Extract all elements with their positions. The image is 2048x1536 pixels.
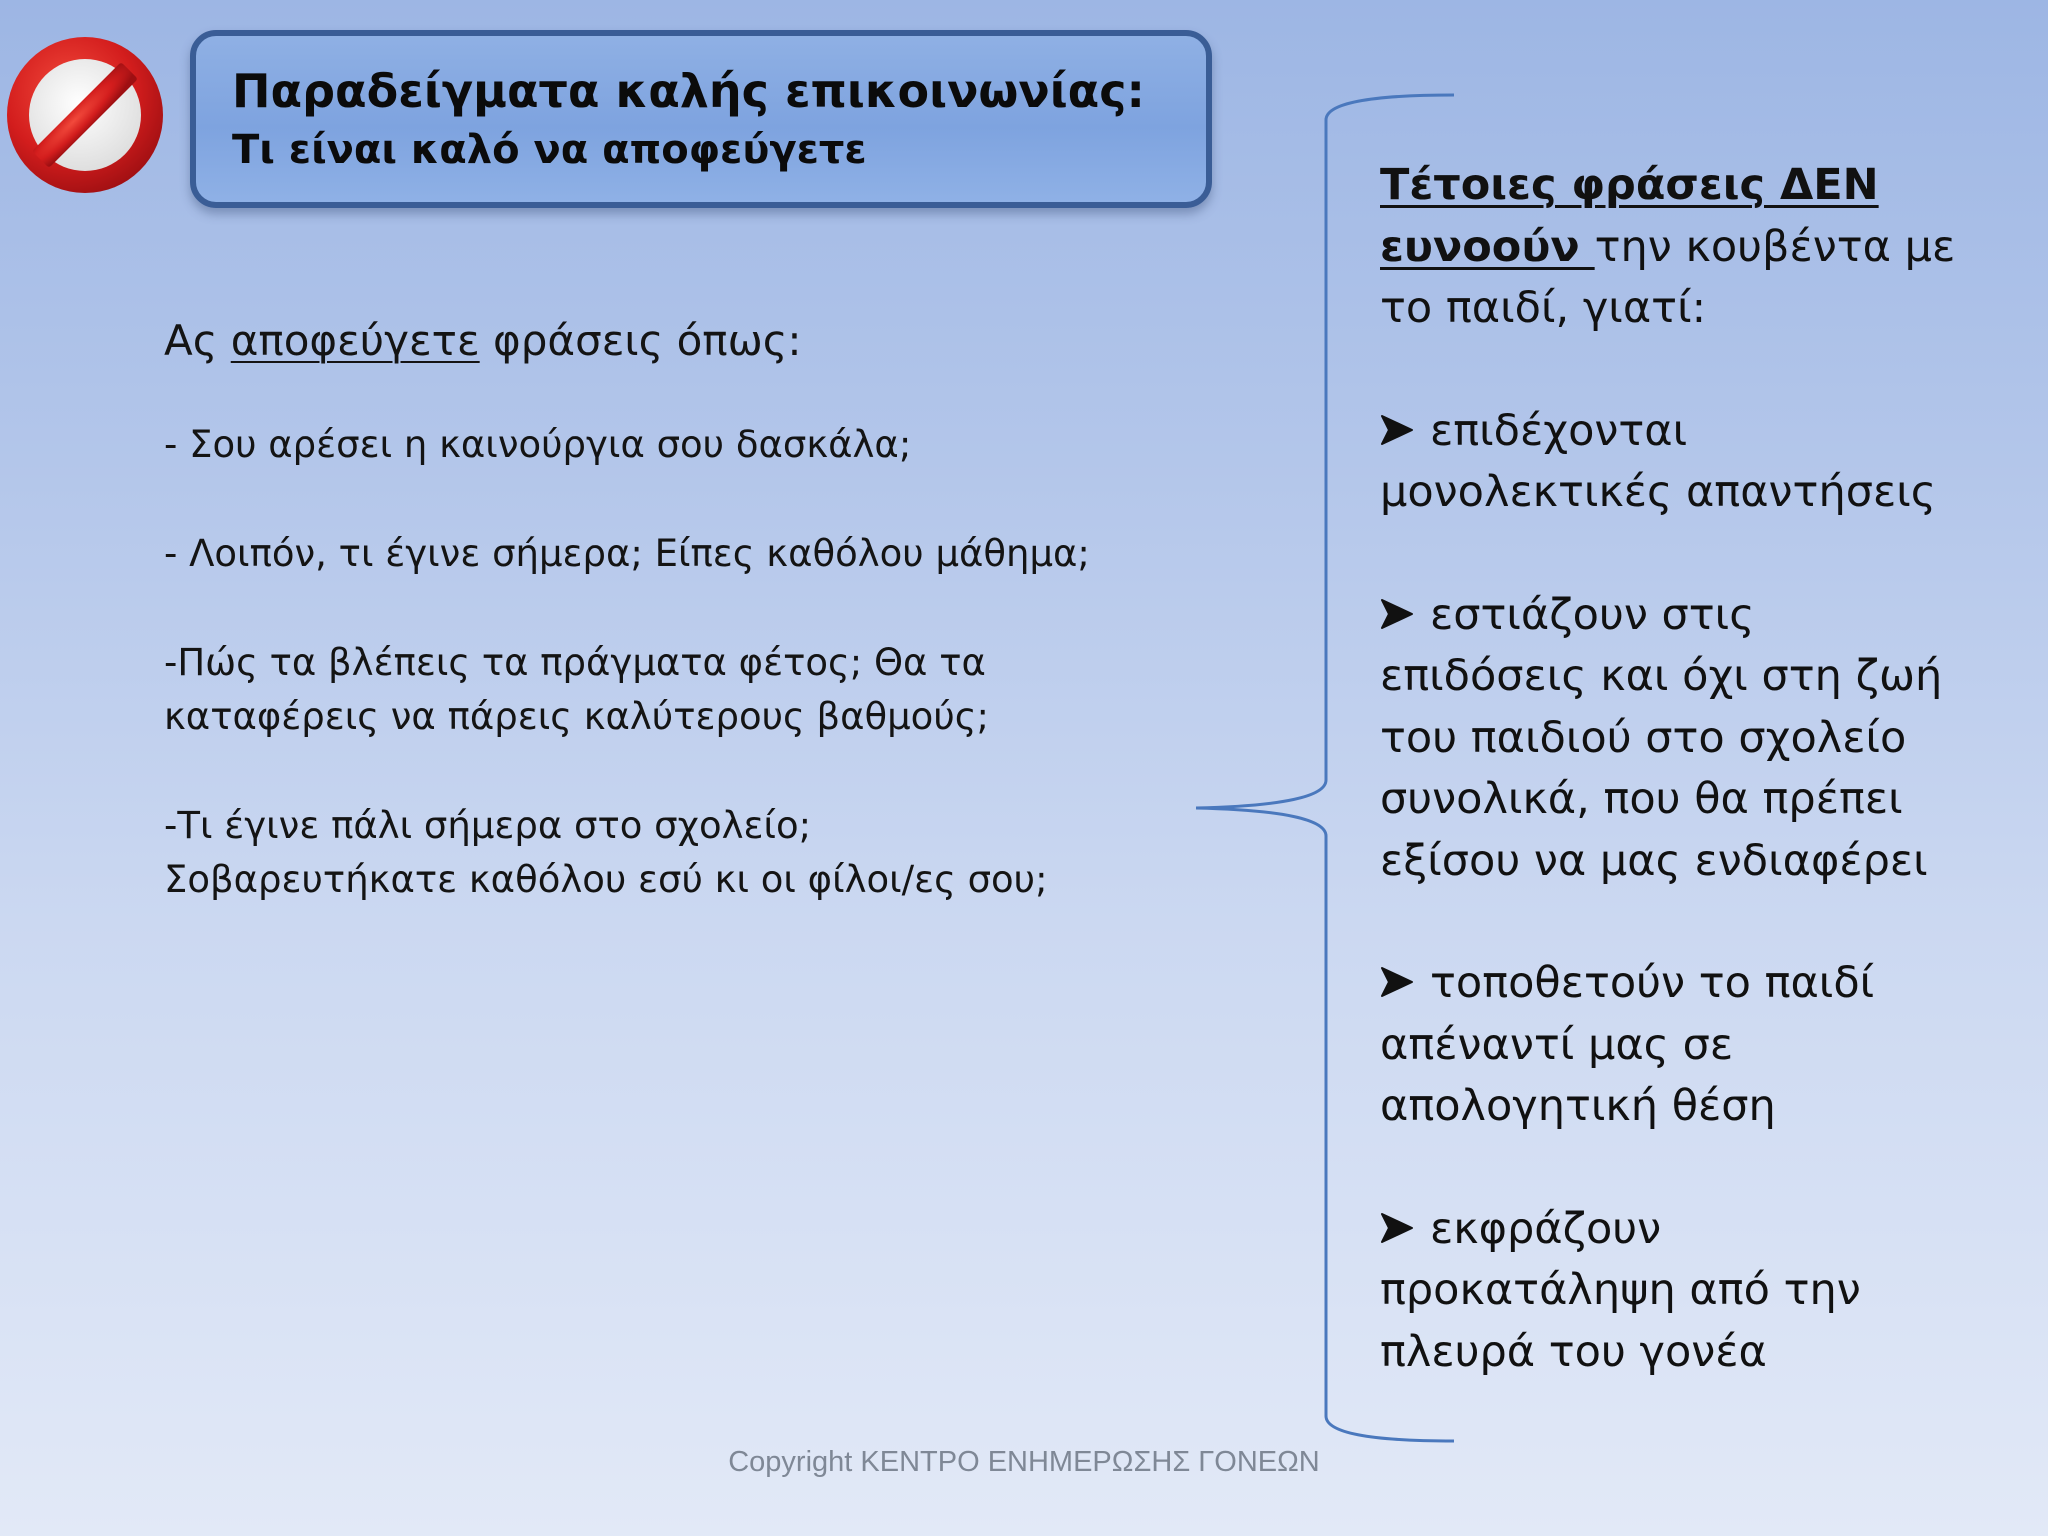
prohibition-icon bbox=[4, 34, 166, 196]
question-item bbox=[164, 527, 1164, 581]
bullet-line: μονολεκτικές απαντήσεις bbox=[1380, 467, 1936, 517]
right-column bbox=[1380, 155, 2020, 1444]
arrow-bullet-icon bbox=[1380, 1211, 1414, 1245]
question-line: Σοβαρευτήκατε καθόλου εσύ κι οι φίλοι/ες σου; bbox=[164, 858, 1048, 901]
bullet-line: προκατάληψη από την bbox=[1380, 1265, 1861, 1315]
right-intro-bold-1: Τέτοιες φράσεις ΔΕΝ bbox=[1380, 160, 1879, 210]
question-item bbox=[164, 418, 1164, 472]
bullet-line: επιδέχονται bbox=[1430, 405, 1688, 456]
bullet-line: απέναντί μας σε bbox=[1380, 1019, 1734, 1070]
question-line: καταφέρεις να πάρεις καλύτερους βαθμούς; bbox=[164, 695, 989, 738]
title-box bbox=[190, 30, 1212, 208]
right-intro-line3: το παιδί, γιατί: bbox=[1380, 283, 1707, 333]
question-line: -Τι έγινε πάλι σήμερα στο σχολείο; bbox=[164, 804, 812, 847]
question-item bbox=[164, 799, 1164, 907]
bullet-line: επιδόσεις και όχι στη ζωή bbox=[1380, 651, 1943, 701]
question-item bbox=[164, 636, 1164, 744]
bullet-line: πλευρά του γονέα bbox=[1380, 1326, 1767, 1377]
bullet-line: εστιάζουν στις bbox=[1430, 589, 1755, 640]
bullet-item bbox=[1380, 401, 2020, 524]
arrow-bullet-icon bbox=[1380, 965, 1414, 999]
left-intro bbox=[164, 300, 1164, 382]
arrow-bullet-icon bbox=[1380, 597, 1414, 631]
slide-subtitle: Τι είναι καλό να αποφεύγετε bbox=[232, 127, 867, 173]
left-column bbox=[164, 300, 1164, 962]
bullet-item bbox=[1380, 1199, 2020, 1384]
left-intro-underlined: αποφεύγετε bbox=[230, 316, 480, 365]
copyright-footer: Copyright ΚΕΝΤΡΟ ΕΝΗΜΕΡΩΣΗΣ ΓΟΝΕΩΝ bbox=[728, 1446, 1320, 1478]
right-intro bbox=[1380, 155, 2020, 340]
slide-title: Παραδείγματα καλής επικοινωνίας: bbox=[232, 64, 1145, 118]
bullet-line: απολογητική θέση bbox=[1380, 1081, 1776, 1131]
bullet-line: τοποθετούν το παιδί bbox=[1430, 958, 1875, 1008]
question-line: - Λοιπόν, τι έγινε σήμερα; Είπες καθόλου μάθημα; bbox=[164, 532, 1090, 575]
bullet-item bbox=[1380, 585, 2020, 893]
right-intro-bold-2: ευνοούν bbox=[1380, 221, 1595, 272]
bullet-line: εκφράζουν bbox=[1430, 1203, 1662, 1254]
bullet-line: του παιδιού στο σχολείο bbox=[1380, 712, 1907, 763]
bullet-line: συνολικά, που θα πρέπει bbox=[1380, 774, 1903, 824]
left-intro-pre: Ας bbox=[164, 316, 231, 365]
arrow-bullet-icon bbox=[1380, 413, 1414, 447]
question-line: - Σου αρέσει η καινούργια σου δασκάλα; bbox=[164, 423, 912, 466]
left-intro-post: φράσεις όπως: bbox=[479, 316, 802, 365]
bullet-item bbox=[1380, 953, 2020, 1138]
question-line: -Πώς τα βλέπεις τα πράγματα φέτος; Θα τα bbox=[164, 641, 986, 684]
right-intro-rest: την κουβέντα με bbox=[1594, 221, 1956, 272]
bullet-line: εξίσου να μας ενδιαφέρει bbox=[1380, 835, 1928, 886]
